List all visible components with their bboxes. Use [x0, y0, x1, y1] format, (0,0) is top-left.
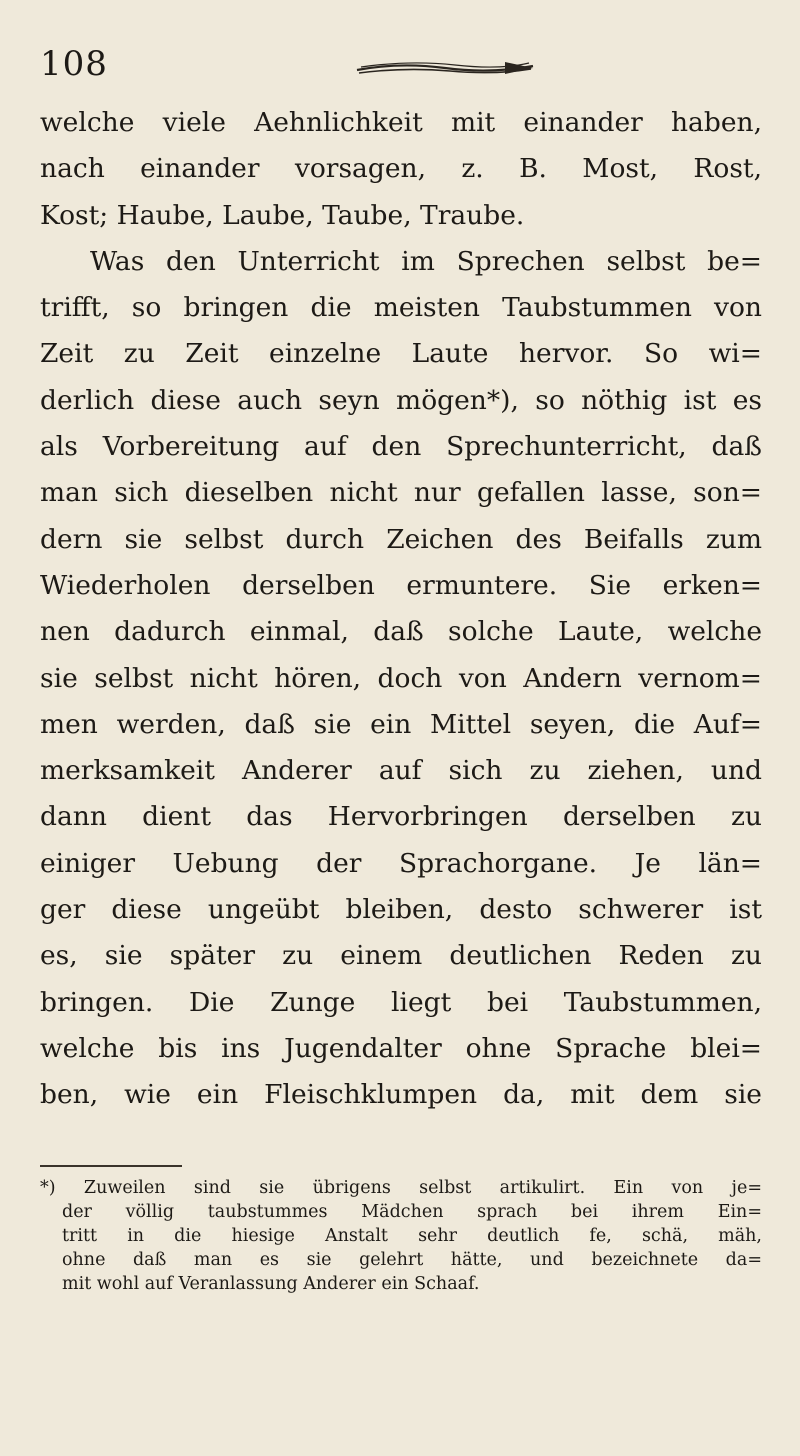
text-line: Kost; Haube, Laube, Taube, Traube. — [40, 199, 525, 231]
footnote-divider — [40, 1165, 182, 1167]
text-line: derlich diese auch seyn mögen*), so nöthig ist es — [40, 384, 762, 416]
text-line: ben, wie ein Fleischklumpen da, mit dem sie — [40, 1079, 762, 1111]
text-line: bringen. Die Zunge liegt bei Taubstummen, — [40, 986, 762, 1018]
text-line: man sich dieselben nicht nur gefallen lasse, son= — [40, 477, 762, 509]
page-number: 108 — [40, 44, 108, 84]
text-line: einiger Uebung der Sprachorgane. Je län= — [40, 847, 762, 879]
text-line: Was den Unterricht im Sprechen selbst be= — [90, 245, 762, 277]
text-line: als Vorbereitung auf den Sprechunterricht, daß — [40, 431, 762, 463]
footnote — [40, 1176, 762, 1296]
footnote-line: tritt in die hiesige Anstalt sehr deutlich fe, schä, mäh, — [62, 1226, 762, 1246]
footnote-line: der völlig taubstummes Mädchen sprach bei ihrem Ein= — [62, 1202, 762, 1222]
footnote-line: *) Zuweilen sind sie übrigens selbst artikulirt. Ein von je= — [40, 1178, 762, 1198]
text-line: nen dadurch einmal, daß solche Laute, welche — [40, 616, 762, 648]
text-line: Wiederholen derselben ermuntere. Sie erken= — [40, 569, 762, 601]
text-line: merksamkeit Anderer auf sich zu ziehen, und — [40, 755, 762, 787]
text-line: dern sie selbst durch Zeichen des Beifalls zum — [40, 523, 762, 555]
text-line: trifft, so bringen die meisten Taubstummen von — [40, 292, 762, 324]
text-line: welche bis ins Jugendalter ohne Sprache blei= — [40, 1032, 762, 1064]
text-line: Zeit zu Zeit einzelne Laute hervor. So wi= — [40, 338, 762, 370]
text-line: welche viele Aehnlichkeit mit einander haben, — [40, 107, 762, 138]
text-line: nach einander vorsagen, z. B. Most, Rost, — [40, 153, 762, 185]
main-text — [40, 100, 762, 1119]
footnote-line: ohne daß man es sie gelehrt hätte, und bezeichnete da= — [62, 1250, 762, 1270]
text-line: ger diese ungeübt bleiben, desto schwerer ist — [40, 894, 762, 926]
footnote-line: mit wohl auf Veranlassung Anderer ein Schaaf. — [62, 1274, 480, 1294]
header-ornament-icon — [355, 58, 535, 78]
text-line: men werden, daß sie ein Mittel seyen, die Auf= — [40, 708, 762, 740]
text-line: dann dient das Hervorbringen derselben zu — [40, 801, 762, 833]
page-header — [40, 38, 760, 88]
text-line: sie selbst nicht hören, doch von Andern vernom= — [40, 662, 762, 694]
text-line: es, sie später zu einem deutlichen Reden zu — [40, 940, 762, 972]
